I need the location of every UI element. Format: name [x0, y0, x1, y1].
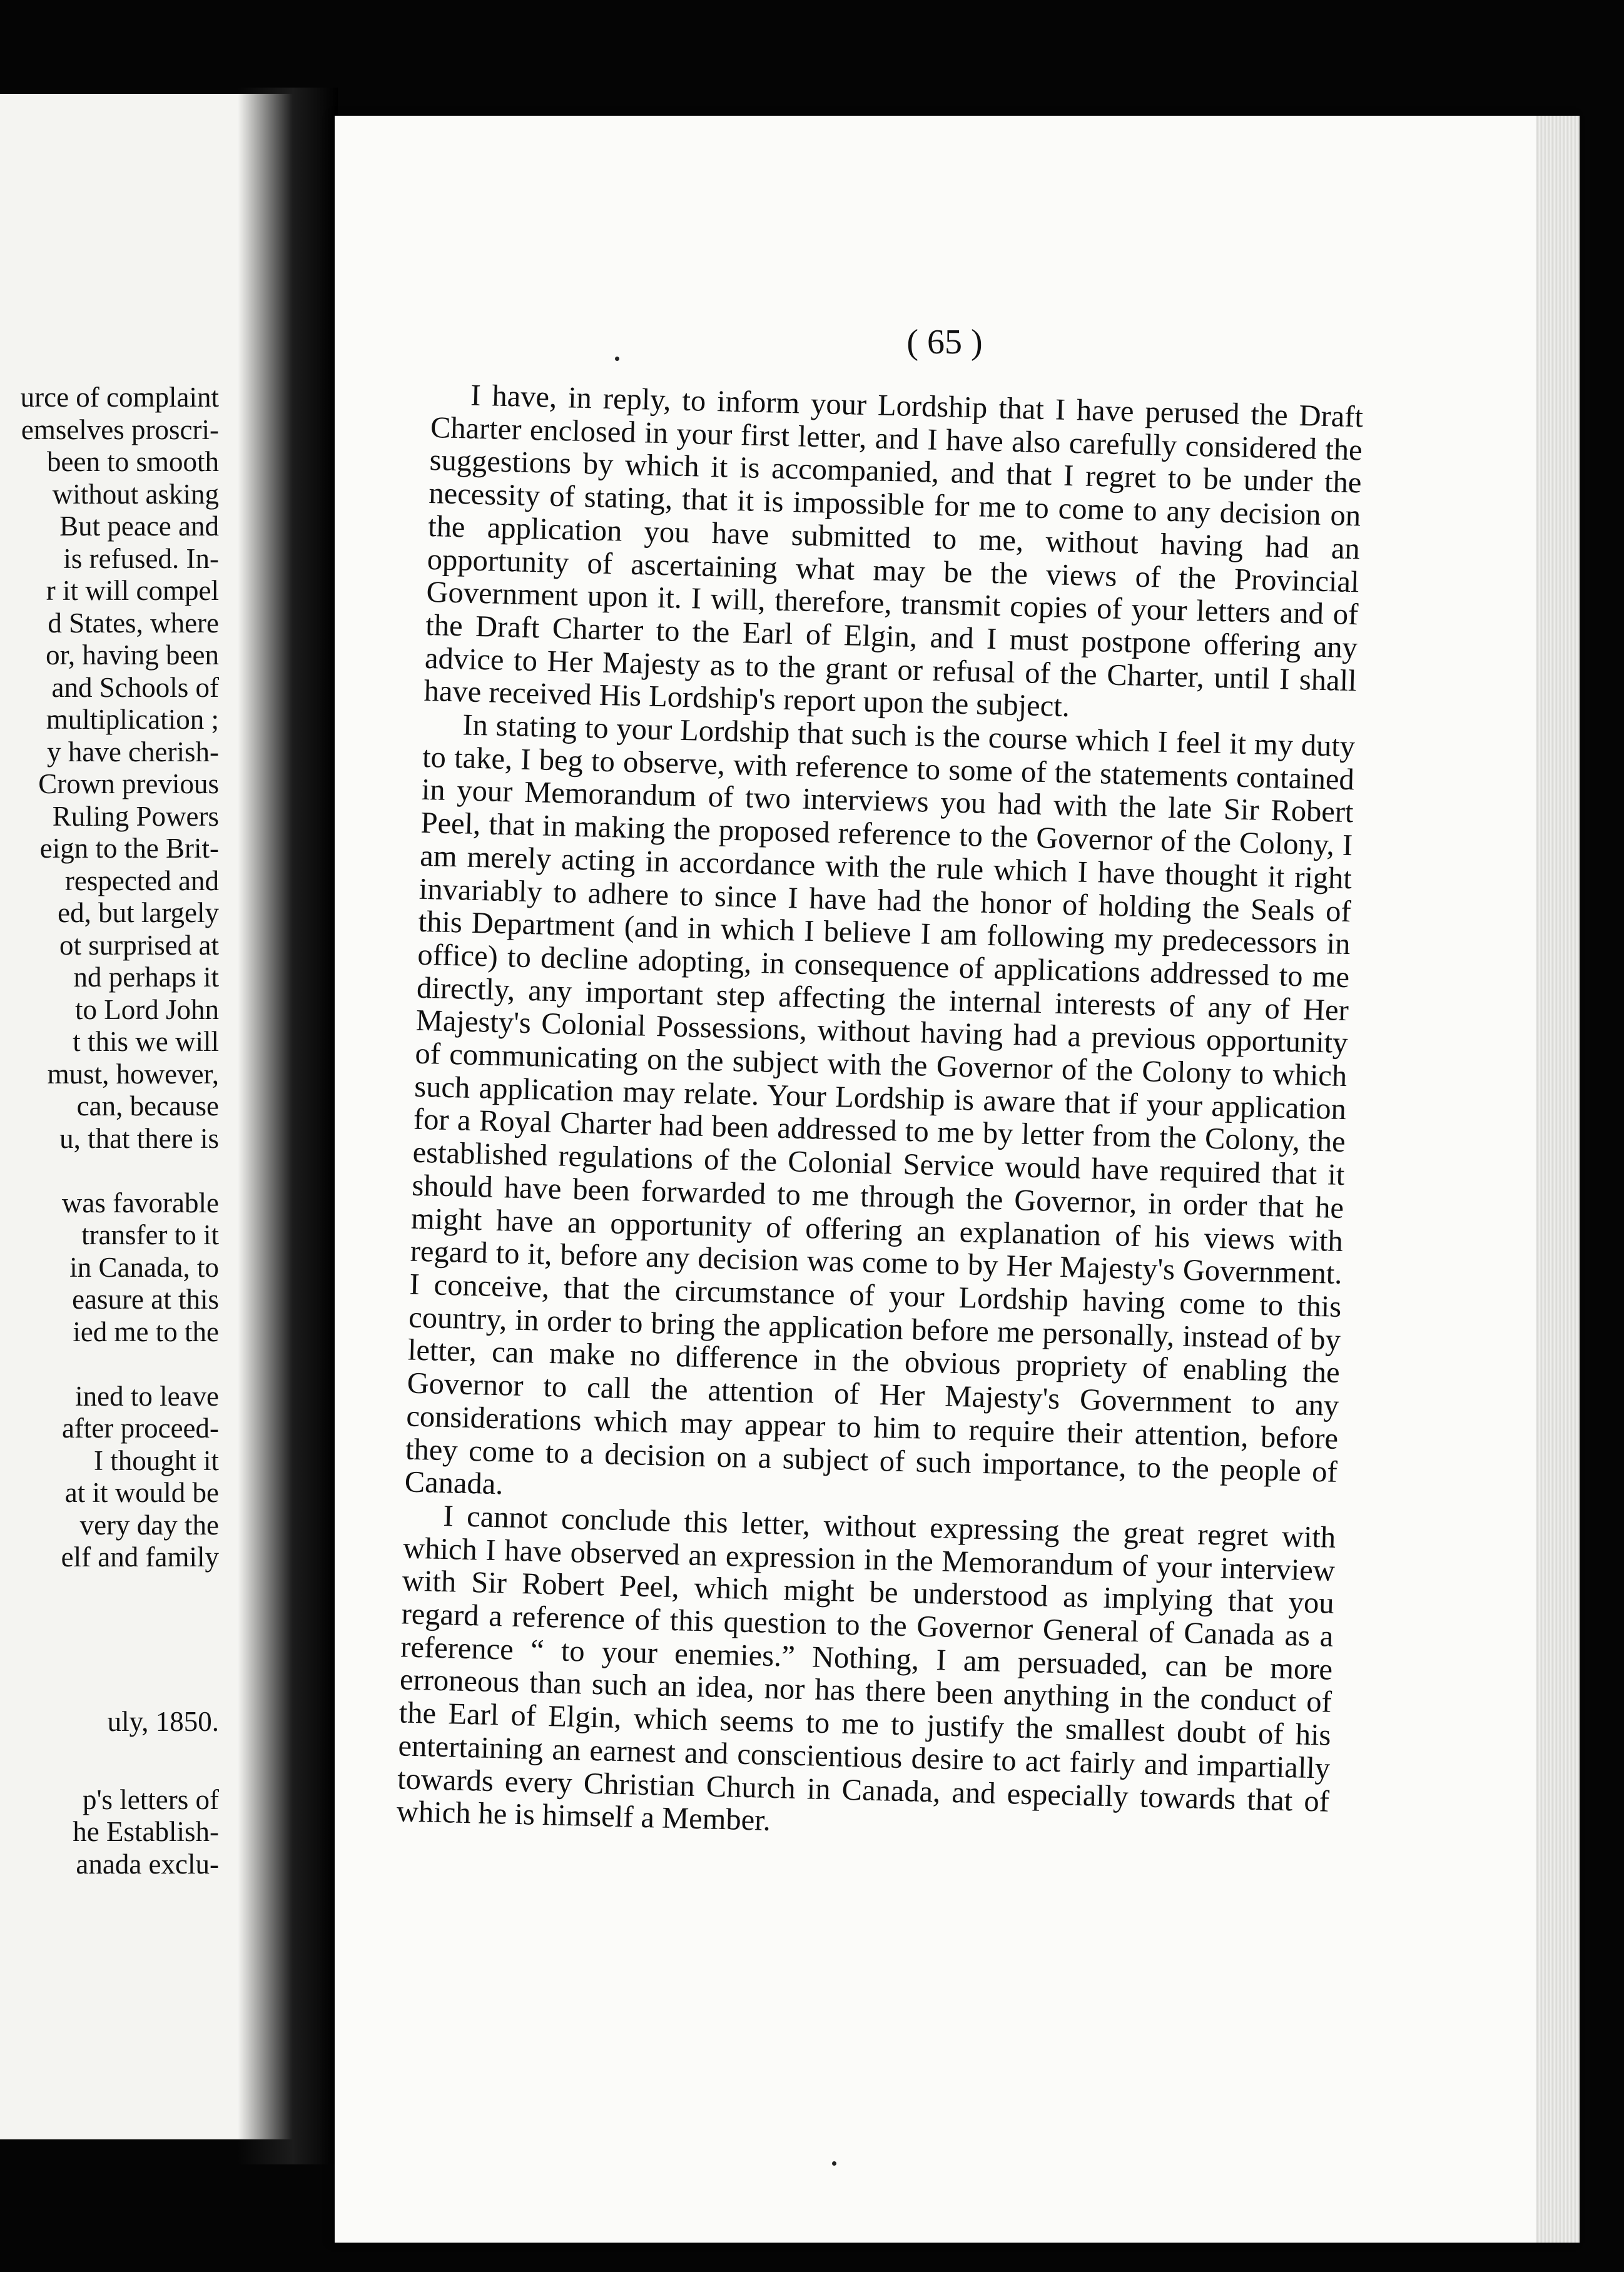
- left-page-line: transfer to it: [81, 1219, 219, 1250]
- ink-speck: [615, 357, 619, 361]
- page-number: ( 65 ): [906, 323, 983, 362]
- left-page-line: Ruling Powers: [52, 800, 219, 832]
- paragraph-3: I cannot conclude this letter, without expressing the great regret with which I have observed an expression in the Memorandum of your interview with Sir Robert Peel, which might be understood as implying that you regard a reference of this question to the Governor General of Canada as a reference “ to your enemies.” Nothing, I am persuaded, can be more erroneous than such an idea, nor has there been anything in the conduct of the Earl of Elgin, which seems to me to justify the smallest doubt of his entertaining an earnest and conscientious desire to act fairly and impartially towards every Christian Church in Canada, and especially towards that of which he is himself a Member.: [396, 1499, 1336, 1838]
- right-page: [335, 116, 1580, 2243]
- paragraph-1: I have, in reply, to inform your Lordship that I have perused the Draft Charter enclosed in your first letter, and I have also carefully considered the suggestions by which it is accompanied, and that I regret to be under the necessity of stating, that it is impossible for me to come to any decision on the application you have submitted to me, without having had an opportunity of ascertaining what may be the views of the Provincial Government upon it. I will, therefore, transmit copies of your letters and of the Draft Charter to the Earl of Elgin, and I must postpone offering any advice to Her Majesty as to the grant or refusal of the Charter, until I shall have received His Lordship's report upon the subject.: [424, 378, 1364, 724]
- left-page-line: in Canada, to: [69, 1251, 219, 1283]
- left-page-line: to Lord John: [75, 993, 219, 1025]
- left-page-line: is refused. In-: [63, 542, 219, 574]
- left-page-line: p's letters of: [82, 1783, 219, 1815]
- left-page-line: u, that there is: [59, 1122, 219, 1154]
- left-page-line: elf and family: [61, 1541, 219, 1573]
- left-page-line: was favorable: [61, 1187, 219, 1219]
- left-page-line: been to smooth: [47, 446, 219, 477]
- left-page-line: eign to the Brit-: [39, 833, 219, 864]
- left-page-line: respected and: [64, 865, 219, 896]
- left-page-line: emselves proscri-: [21, 413, 219, 445]
- left-page-line: d States, where: [48, 607, 219, 639]
- left-page-line: t this we will: [73, 1026, 219, 1057]
- ink-speck: [832, 2161, 836, 2166]
- left-page-line: ied me to the: [73, 1316, 219, 1347]
- left-page-line: must, however,: [47, 1058, 219, 1090]
- left-page-line: and Schools of: [51, 671, 219, 703]
- left-page-line: ed, but largely: [58, 897, 219, 928]
- left-page-line: anada exclu-: [76, 1848, 219, 1880]
- left-page-line: very day the: [79, 1509, 219, 1541]
- page-edges: [1536, 116, 1580, 2243]
- left-page-line: he Establish-: [73, 1816, 219, 1847]
- left-page-date: uly, 1850.: [107, 1705, 219, 1737]
- left-page-line: at it would be: [64, 1477, 219, 1508]
- paragraph-2: In stating to your Lordship that such is the course which I feel it my duty to take, I beg to observe, with reference to some of the statements contained in your Memorandum of two interviews you had with the late Sir Robert Peel, that in making the proposed reference to the Governor of the Colony, I am merely acting in accordance with the rule which I have thought it right invariably to adhere to since I have had the honor of holding the Seals of this Department (and in which I believe I am following my predecessors in office) to decline adopting, in consequence of applications addressed to me directly, any important step affecting the internal interests of any of Her Majesty's Colonial Possessions, without having had a previous opportunity of communicating on the subject with the Governor of the Colony to which such application may relate. Your Lordship is aware that if your application for a Royal Charter had been addressed to me by letter from the Colony, the established regulations of the Colonial Service would have required that it should have been forwarded to me through the Governor, in order that he might have an opportunity of offering an explanation of his views with regard to it, before any decision was come to by Her Majesty's Government. I conceive, that the circumstance of your Lordship having come to this country, in order to bring the application before me personally, instead of by letter, can make no difference in the obvious propriety of enabling the Governor to call the attention of Her Majesty's Government to any considerations which may appear to him to require their attention, before they come to a decision on a subject of such importance, to the people of Canada.: [404, 708, 1356, 1501]
- left-page-line: ot surprised at: [59, 929, 219, 961]
- left-page-line: r it will compel: [46, 575, 219, 606]
- letter-body: [396, 378, 1363, 1852]
- left-page-line: y have cherish-: [47, 736, 219, 768]
- left-page-line: easure at this: [72, 1284, 219, 1315]
- left-page-blank-line: [0, 1348, 219, 1381]
- left-page-line: without asking: [52, 478, 219, 510]
- left-page-line: multiplication ;: [46, 704, 219, 735]
- left-page-line: Crown previous: [38, 768, 219, 799]
- left-page-line: urce of complaint: [20, 382, 219, 413]
- left-page-line: after proceed-: [61, 1412, 219, 1444]
- book-gutter-shadow: [238, 88, 338, 2164]
- left-page-line: can, because: [76, 1090, 219, 1122]
- left-page-blank-line: [0, 1155, 219, 1187]
- left-page-line: nd perhaps it: [73, 961, 219, 993]
- left-page-line: or, having been: [46, 639, 219, 671]
- left-page-line: I thought it: [94, 1444, 219, 1476]
- left-page-line: ined to leave: [75, 1380, 219, 1412]
- left-page-text: [0, 382, 219, 1880]
- left-page-line: But peace and: [59, 510, 219, 542]
